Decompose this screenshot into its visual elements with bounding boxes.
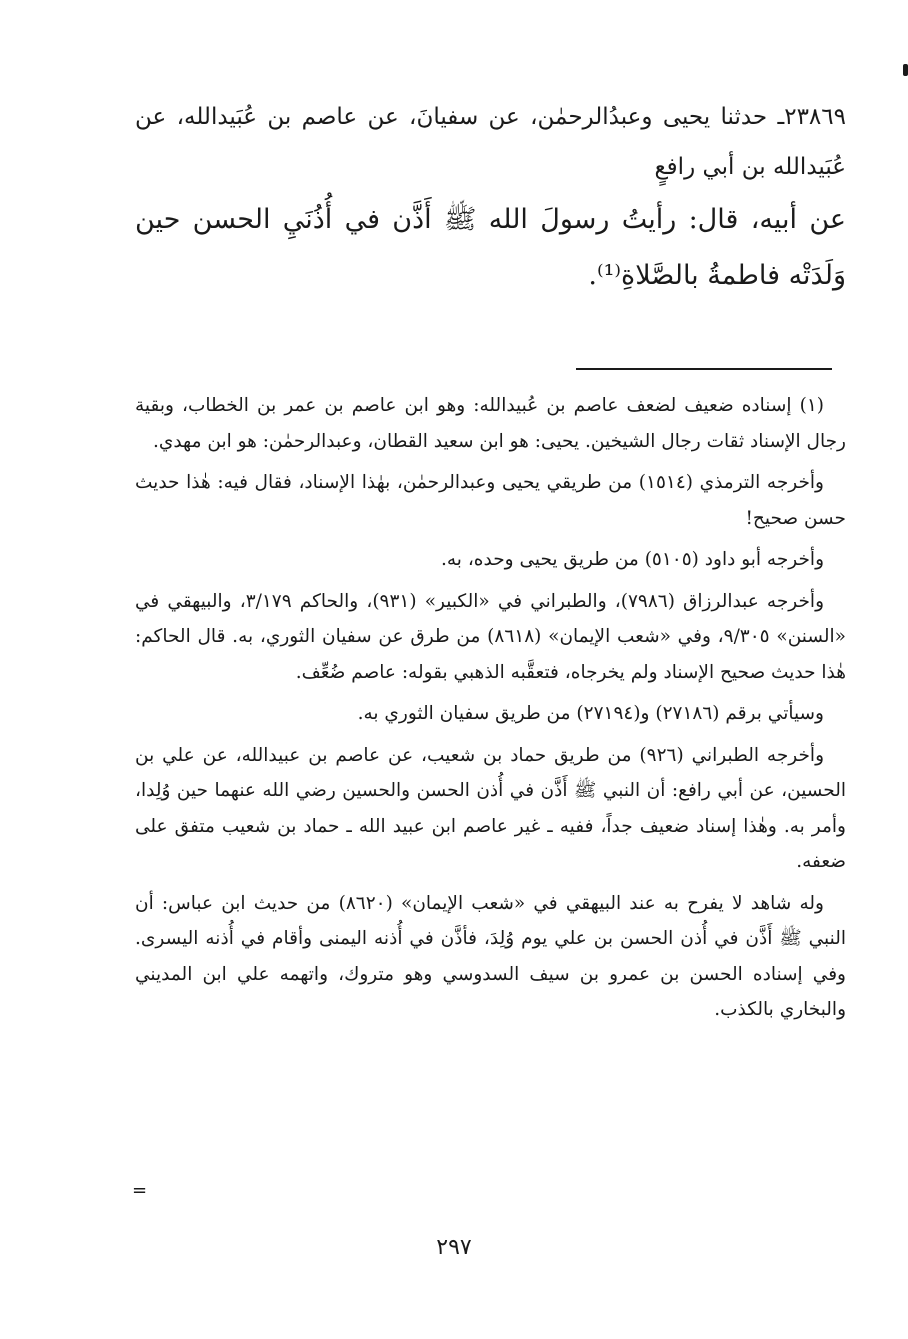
footnote-paragraph: وله شاهد لا يفرح به عند البيهقي في «شعب الإيمان» (٨٦٢٠) من حديث ابن عباس: أن النبي ﷺ أَذَّن في أُذن الحسن بن علي يوم وُلِدَ، فأذَّن في أُذنه اليمنى وأقام في أُذنه اليسرى. وفي إسناده الحسن بن عمرو بن سيف السدوسي وهو متروك، واتهمه علي ابن المديني والبخاري بالكذب. — [135, 892, 846, 1020]
page-number: ٢٩٧ — [436, 1235, 472, 1260]
footnotes-section — [135, 388, 846, 1034]
footnote-paragraph: وأخرجه أبو داود (٥١٠٥) من طريق يحيى وحده، به. — [441, 549, 824, 570]
footnote-paragraph: وأخرجه الترمذي (١٥١٤) من طريقي يحيى وعبدالرحمٰن، بهٰذا الإسناد، فقال فيه: هٰذا حديث حسن صحيح! — [135, 472, 846, 529]
footnote-paragraph: وأخرجه عبدالرزاق (٧٩٨٦)، والطبراني في «الكبير» (٩٣١)، والحاكم ٣/١٧٩، والبيهقي في «السنن» ٩/٣٠٥، وفي «شعب الإيمان» (٨٦١٨) من طرق عن سفيان الثوري، به. قال الحاكم: هٰذا حديث صحيح الإسناد ولم يخرجاه، فتعقَّبه الذهبي بقوله: عاصم ضُعِّف. — [135, 590, 846, 683]
footnote-paragraph: (١) إسناده ضعيف لضعف عاصم بن عُبيدالله: وهو ابن عاصم بن عمر بن الخطاب، وبقية رجال الإسناد ثقات رجال الشيخين. يحيى: هو ابن سعيد القطان، وعبدالرحمٰن: هو ابن مهدي. — [135, 395, 846, 452]
page-edge-mark — [903, 64, 908, 76]
footnote-separator — [576, 368, 832, 370]
hadith-matn: عن أبيه، قال: رأيتُ رسولَ الله ﷺ أَذَّن في أُذُنَيِ الحسن حين وَلَدَتْه فاطمةُ بالصَّلاةِ⁽¹⁾. — [135, 204, 846, 291]
hadith-isnad: ٢٣٨٦٩ـ حدثنا يحيى وعبدُالرحمٰن، عن سفيانَ، عن عاصم بن عُبَيدالله، عن عُبَيدالله بن أبي رافعٍ — [135, 104, 846, 180]
continuation-mark: = — [132, 1180, 148, 1201]
footnote-paragraph: وسيأتي برقم (٢٧١٨٦) و(٢٧١٩٤) من طريق سفيان الثوري به. — [357, 703, 824, 724]
hadith-text — [135, 92, 846, 304]
footnote-paragraph: وأخرجه الطبراني (٩٢٦) من طريق حماد بن شعيب، عن عاصم بن عبيدالله، عن علي بن الحسين، عن أبي رافع: أن النبي ﷺ أَذَّن في أُذن الحسن والحسين رضي الله عنهما حين وُلِدا، وأمر به. وهٰذا إسناد ضعيف جداً، ففيه ـ غير عاصم ابن عبيد الله ـ حماد بن شعيب متفق على ضعفه. — [135, 744, 846, 872]
